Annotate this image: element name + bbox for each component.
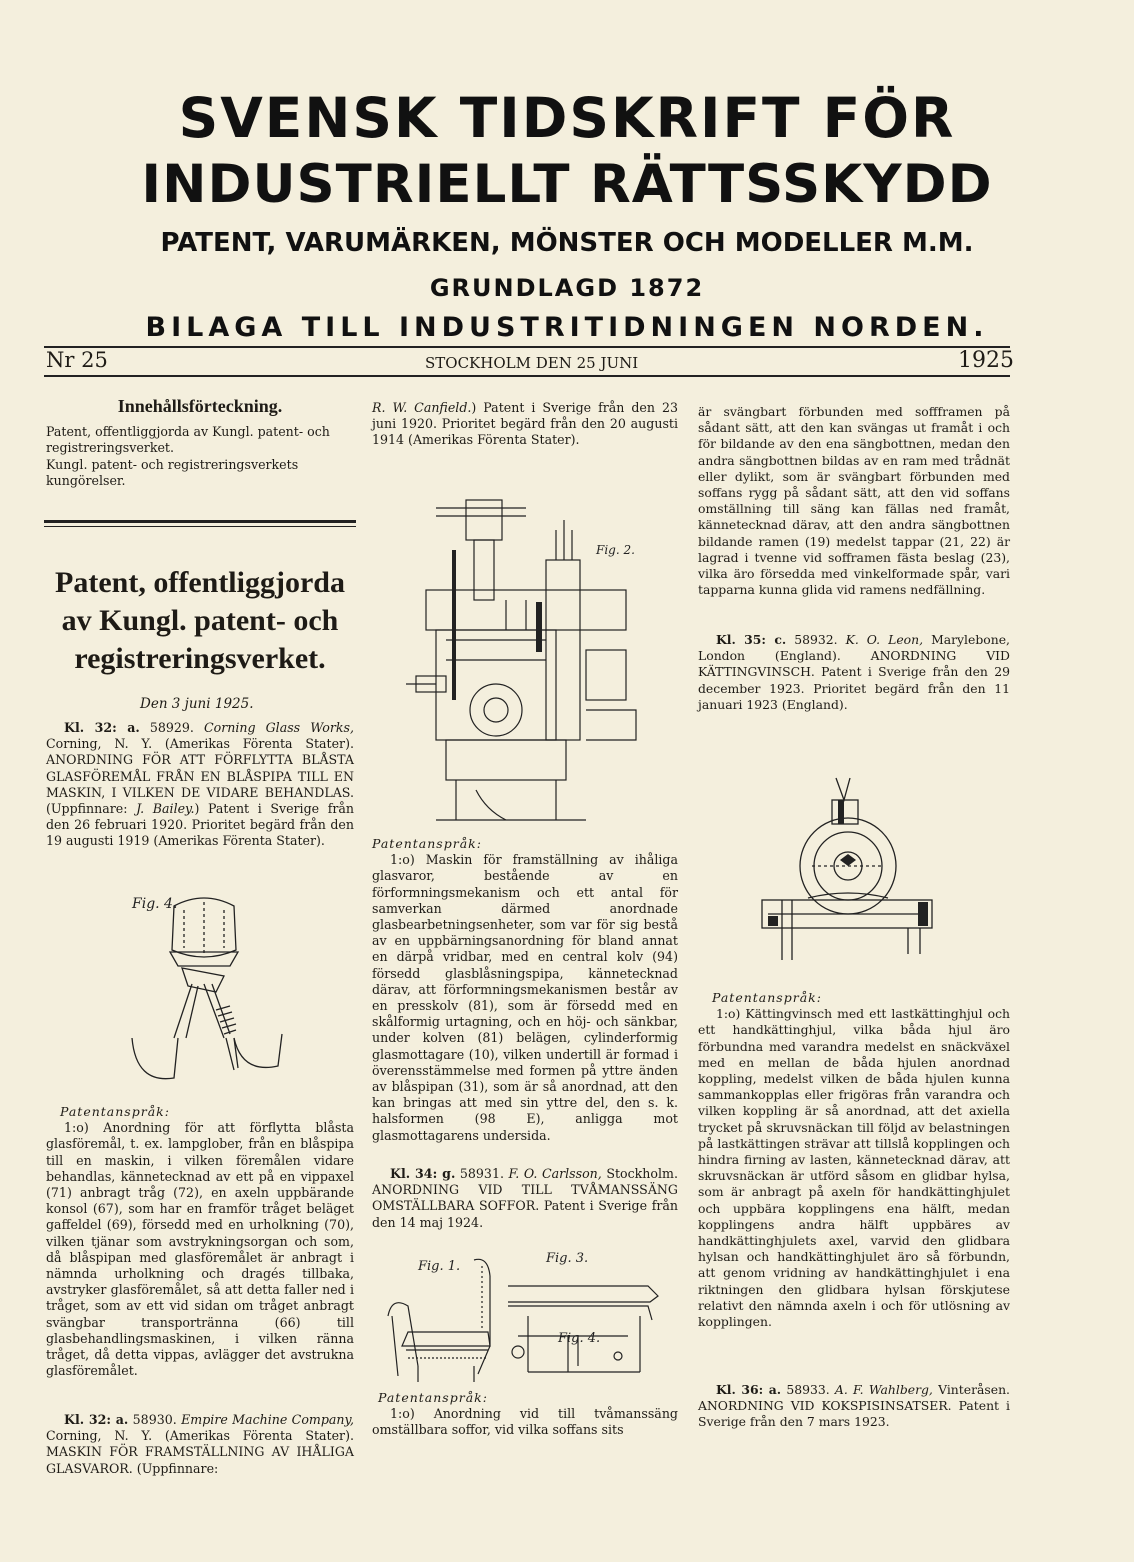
patent-58931 [372,1166,678,1231]
patent-applicant: Empire Machine Company, [181,1412,354,1427]
masthead-subtitle: PATENT, VARUMÄRKEN, MÖNSTER OCH MODELLER M.M. [160,228,974,258]
issue-place-date: STOCKHOLM DEN 25 JUNI [425,354,639,372]
patent-class: Kl. 35: c. [716,632,787,647]
patent-body: Marylebone, London (England). ANORDNING VID KÄTTINGVINSCH. Patent i Sverige från den 29 december 1923. Prioritet begärd från den 11 januari 1923 (England). [698,632,1010,712]
patent-claim: 1:o) Maskin för framställning av ihåliga glasvaror, bestående av en förformningsmekanism och ett antal för samverkan därmed anordnade glasbearbetningsenheter, som var för sig bestå av en uppbärningsanordning för bland annat en därpå vridbar, med en central kolv (94) försedd glasblåsningspipa, kännetecknad därav, att förformningsmekanismen består av en presskolv (81), som är försedd med en skålformig urtagning, och en höj- och sänkbar, under kolven (81) belägen, cylinderformig glasmottagare (10), vilken undertill är formad i överensstämmelse med formen på yttre änden av blåspipan (31), som är så anordnad, att den kan bringas att med sin yttre del, den s. k. halsformen (98 E), anligga mot glasmottagarens undersida. [372,852,678,1143]
patent-class: Kl. 36: a. [716,1382,782,1397]
figure-glass-transfer [112,888,292,1098]
patent-body: Corning, N. Y. (Amerikas Förenta Stater). ANORDNING FÖR ATT FÖRFLYTTA BLÅSTA GLASFÖREMÅL FRÅN EN BLÅSPIPA TILL EN MASKIN, I VILKEN DE VIDARE BEHANDLAS. (Uppfinnare: [46,736,354,817]
masthead-supplement: BILAGA TILL INDUSTRITIDNINGEN NORDEN. [145,312,989,343]
masthead-title-line2: INDUSTRIELLT RÄTTSSKYDD [141,154,993,215]
patent-number: 58933. [786,1382,830,1397]
patent-inventor: R. W. Canfield. [372,400,472,415]
patent-58932-claims [698,990,1010,1330]
figure-label: Fig. 1. [418,1259,461,1274]
figure-sofa [378,1246,670,1388]
patent-claim: 1:o) Anordning vid till tvåmanssäng omställbara soffor, vid vilka soffans sits [372,1406,678,1438]
claims-label: Patentanspråk: [712,990,822,1005]
figure-label: Fig. 3. [546,1251,589,1266]
patent-58930-claims [372,836,678,1144]
patent-58929-claims [46,1104,354,1379]
figure-glass-machine [396,490,666,835]
toc-rule-thin [44,526,356,527]
patent-class: Kl. 32: a. [64,720,140,735]
figure-label: Fig. 4. [132,896,178,912]
claims-label: Patentanspråk: [378,1390,488,1405]
patent-58933 [698,1382,1010,1431]
toc-rule-thick [44,520,356,523]
figure-label: Fig. 2. [596,543,635,557]
patent-number: 58930. [132,1412,177,1427]
patent-claim: 1:o) Anordning för att förflytta blåsta glasföremål, t. ex. lampglober, från en blåspipa till en maskin, i vilken föremålen vidare behandlas, kännetecknad av ett på en vippaxel (71) anbragt tråg (72), en axeln uppbärande konsol (67), som har en framför tråget beläget gaffeldel (69), försedd med en urholkning (70), vilken tjänar som avstrykningsorgan och som, då blåspipan med glasföremålet är anbragt i nämnda urholkning och dragés tillbaka, avstryker glasföremålet, så att detta faller ned i tråget, som av ett vid sidan om tråget anbragt svängbar transportränna (66) till glasbehandlingsmaskinen, i vilken ränna tråget, då detta vippas, avlägger det avstrukna glasföremålet. [46,1120,354,1379]
patent-body: Corning, N. Y. (Amerikas Förenta Stater). MASKIN FÖR FRAMSTÄLLNING AV IHÅLIGA GLASVAROR. (Uppfinnare: [46,1428,354,1476]
section-title-line: registreringsverket. [74,642,326,675]
patent-58930-cont [372,400,678,449]
patent-body: ) Patent i Sverige från den 23 juni 1920. Prioritet begärd från den 20 augusti 1914 (Amerikas Förenta Stater). [372,400,678,448]
patent-58929 [46,720,354,850]
section-title-line: Patent, offentliggjorda [55,566,345,599]
patent-applicant: K. O. Leon, [845,632,924,647]
section-title-line: av Kungl. patent- och [61,604,339,637]
patent-number: 58932. [794,632,838,647]
patent-class: Kl. 34: g. [390,1166,456,1181]
masthead-rule-bottom [44,375,1010,377]
patent-applicant: A. F. Wahlberg, [834,1382,933,1397]
patent-applicant: Corning Glass Works, [203,720,354,735]
patent-class: Kl. 32: a. [64,1412,129,1427]
section-title [40,564,360,678]
toc-item: Kungl. patent- och registreringsverkets kungörelser. [46,456,299,488]
figure-chain-hoist [748,770,948,970]
patent-applicant: F. O. Carlsson, [508,1166,602,1181]
patent-58932 [698,632,1010,713]
patent-body: ) Patent i Sverige från den 26 februari 1920. Prioritet begärd från den 19 augusti 1919 (Amerikas Förenta Stater). [46,801,354,849]
masthead-founded: GRUNDLAGD 1872 [429,274,705,302]
patent-body: Vinteråsen. ANORDNING VID KOKSPISINSATSER. Patent i Sverige från den 7 mars 1923. [698,1382,1010,1430]
claims-label: Patentanspråk: [372,836,482,851]
patent-body: Stockholm. ANORDNING VID TILL TVÅMANSSÄNG OMSTÄLLBARA SOFFOR. Patent i Sverige från den 14 maj 1924. [372,1166,678,1230]
toc-heading: Innehållsförteckning. [117,396,283,416]
claims-label: Patentanspråk: [60,1104,170,1119]
patent-58930 [46,1412,354,1477]
patent-claim: 1:o) Kättingvinsch med ett lastkättinghjul och ett handkättinghjul, vilka båda hjul äro förbundna med varandra medelst en snäckväxel med en mellan de båda hjulen anordnad koppling, medelst vilken de båda hjulen kunna sammankopplas eller frigöras från varandra och vilken koppling är så anordnad, att det axiella trycket på skruvsnäckan till följd av belastningen på lastkättingen strävar att tillslå kopplingen och hindra firning av lasten, kännetecknad därav, att skruvsnäckan är utförd såsom en glidbar hylsa, som är anbragt på axeln för handkättinghjulet och uppbära kopplingens ena hälft, medan kopplingens andra hälft uppbäres av handkättinghjulets axel, varvid den glidbara hylsan och handkättinghjulet äro så förbundn, att genom vridning av handkättinghjulet i ena riktningen den glidbara hylsan förskjutese relativt den nämnda axeln i och för utlösning av kopplingen. [698,1006,1010,1330]
patent-number: 58929. [149,720,194,735]
figure-label: Fig. 4. [558,1331,601,1346]
patent-58931-claims [372,1390,678,1439]
patent-inventor: J. Bailey. [136,801,195,817]
masthead-rule-top [44,346,1010,348]
patent-claim-cont: är svängbart förbunden med soffframen på sådant sätt, att den kan svängas ut framåt i och för bildande av den ena sängbottnen, medan den andra sängbottnen bildas av en ram med trådnät eller dylikt, som är svängbart förbunden med soffans rygg på sådant sätt, att den vid soffans omställning till säng kan fällas ned framåt, kännetecknad därav, att den andra sängbottnen bildande ramen (19) medelst tappar (21, 22) är lagrad i tvenne vid sofframen fästa beslag (23), vilka äro försedda med vinkelformade spår, vari tapparna kunna glida vid ramens nedfällning. [698,404,1010,598]
column-1 [46,398,354,489]
patent-number: 58931. [459,1166,504,1181]
issue-year: 1925 [958,348,1014,373]
toc-item: Patent, offentliggjorda av Kungl. patent- och registreringsverket. [46,424,330,456]
patent-58931-claim-cont [698,404,1010,598]
issue-number: Nr 25 [46,348,108,372]
masthead-title-line1: SVENSK TIDSKRIFT FÖR [178,86,956,150]
section-date: Den 3 juni 1925. [140,696,254,712]
